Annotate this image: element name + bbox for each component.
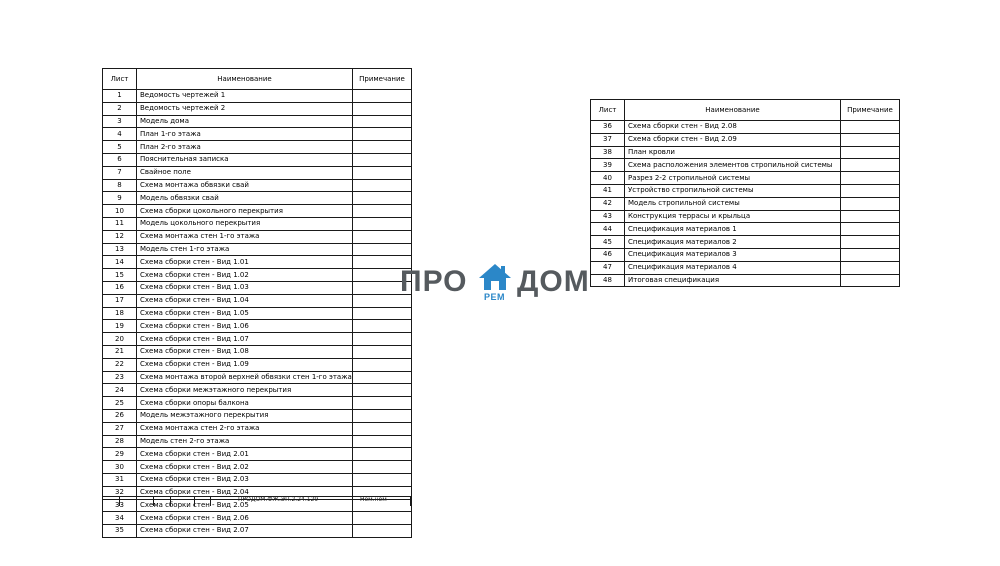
note-cell [353,128,412,141]
table-row [103,422,412,435]
note-cell [841,146,900,159]
drawings-list-table-right [590,99,900,287]
drawing-name-cell: План 1-го этажа [137,128,353,141]
sheet-number-cell: 20 [103,333,137,346]
logo-word-right: ДОМ [517,265,590,298]
sheet-number-cell: 16 [103,281,137,294]
drawing-name-cell: Схема сборки стен - Вид 2.05 [137,499,353,512]
note-cell [841,133,900,146]
note-cell [353,448,412,461]
sheet-number-cell: 15 [103,269,137,282]
drawing-name-cell: Пояснительная записка [137,153,353,166]
sheet-number-cell: 17 [103,294,137,307]
sheet-number-cell: 37 [591,133,625,146]
header-sheet: Лист [103,69,137,90]
table-row [591,210,900,223]
table-row [103,115,412,128]
header-name: Наименование [625,100,841,121]
sheet-number-cell: 34 [103,512,137,525]
note-cell [353,435,412,448]
table-row [591,248,900,261]
drawing-name-cell: Модель стен 1-го этажа [137,243,353,256]
drawing-name-cell: Схема сборки стен - Вид 2.04 [137,486,353,499]
table-row [591,159,900,172]
drawing-name-cell: Спецификация материалов 3 [625,248,841,261]
note-cell [841,210,900,223]
sheet-number-cell: 32 [103,486,137,499]
note-cell [353,102,412,115]
sheet-number-cell: 11 [103,217,137,230]
drawing-name-cell: Схема сборки стен - Вид 2.08 [625,121,841,134]
drawing-name-cell: Схема сборки стен - Вид 2.02 [137,461,353,474]
table-row [103,90,412,103]
logo-sub: РЕМ [484,292,506,302]
drawing-name-cell: Ведомость чертежей 1 [137,90,353,103]
sheet-number-cell: 39 [591,159,625,172]
table-body-right [591,121,900,287]
table-row [103,153,412,166]
table-row [103,205,412,218]
table-row [103,128,412,141]
note-cell [353,358,412,371]
drawing-name-cell: Модель стен 2-го этажа [137,435,353,448]
drawing-name-cell: Схема монтажа второй верхней обвязки стен 1-го этажа [137,371,353,384]
note-cell [841,121,900,134]
note-cell [353,205,412,218]
note-cell [353,409,412,422]
sheet-number-cell: 1 [103,90,137,103]
note-cell [353,525,412,538]
sheet-number-cell: 42 [591,197,625,210]
sheet-number-cell: 29 [103,448,137,461]
table-row [103,141,412,154]
sheet-number-cell: 2 [103,102,137,115]
sheet-number-cell: 48 [591,274,625,287]
table-row [103,192,412,205]
note-cell [841,261,900,274]
table-row [103,384,412,397]
drawing-name-cell: Модель цокольного перекрытия [137,217,353,230]
sheet-number-cell: 4 [103,128,137,141]
drawing-name-cell: Схема сборки стен - Вид 1.06 [137,320,353,333]
table-row [103,473,412,486]
sheet-number-cell: 27 [103,422,137,435]
sheet-number-cell: 7 [103,166,137,179]
sheet-number-cell: 21 [103,345,137,358]
stamp-note: Ном.ном [360,496,387,503]
table-row [591,172,900,185]
drawing-name-cell: Ведомость чертежей 2 [137,102,353,115]
drawing-name-cell: Схема сборки стен - Вид 1.01 [137,256,353,269]
note-cell [841,172,900,185]
table-row [103,320,412,333]
note-cell [841,159,900,172]
drawing-name-cell: План 2-го этажа [137,141,353,154]
table-row [103,230,412,243]
sheet-number-cell: 36 [591,121,625,134]
drawing-name-cell: Схема сборки стен - Вид 2.09 [625,133,841,146]
drawing-name-cell: Конструкция террасы и крыльца [625,210,841,223]
note-cell [353,153,412,166]
sheet-number-cell: 13 [103,243,137,256]
table-row [103,435,412,448]
drawing-name-cell: Разрез 2-2 стропильной системы [625,172,841,185]
note-cell [353,422,412,435]
note-cell [353,141,412,154]
note-cell [353,217,412,230]
drawing-name-cell: План кровли [625,146,841,159]
drawing-name-cell: Схема монтажа стен 1-го этажа [137,230,353,243]
note-cell [353,320,412,333]
header-sheet: Лист [591,100,625,121]
table-row [103,281,412,294]
drawing-name-cell: Схема сборки опоры балкона [137,397,353,410]
sheet-number-cell: 30 [103,461,137,474]
drawing-name-cell: Схема сборки цокольного перекрытия [137,205,353,218]
table-row [591,274,900,287]
table-row [103,409,412,422]
sheet-number-cell: 18 [103,307,137,320]
sheet-number-cell: 5 [103,141,137,154]
note-cell [353,461,412,474]
table-row [103,371,412,384]
note-cell [353,90,412,103]
note-cell [353,307,412,320]
drawing-name-cell: Устройство стропильной системы [625,184,841,197]
sheet-number-cell: 9 [103,192,137,205]
note-cell [841,236,900,249]
table-row [103,397,412,410]
drawing-name-cell: Схема расположения элементов стропильной системы [625,159,841,172]
sheet-number-cell: 10 [103,205,137,218]
note-cell [353,333,412,346]
drawings-list-table-left [102,68,412,538]
drawing-name-cell: Спецификация материалов 1 [625,223,841,236]
drawing-name-cell: Схема сборки стен - Вид 1.05 [137,307,353,320]
sheet-number-cell: 25 [103,397,137,410]
drawing-name-cell: Модель межэтажного перекрытия [137,409,353,422]
table-row [591,121,900,134]
sheet-number-cell: 6 [103,153,137,166]
note-cell [353,230,412,243]
table-header-row [103,69,412,90]
table-row [103,512,412,525]
note-cell [353,243,412,256]
sheet-number-cell: 14 [103,256,137,269]
drawing-name-cell: Модель стропильной системы [625,197,841,210]
drawing-name-cell: Схема сборки стен - Вид 1.04 [137,294,353,307]
drawing-name-cell: Схема сборки стен - Вид 2.07 [137,525,353,538]
header-note: Примечание [353,69,412,90]
sheet-number-cell: 43 [591,210,625,223]
note-cell [841,223,900,236]
prodom-logo [400,262,600,306]
sheet-number-cell: 31 [103,473,137,486]
sheet-number-cell: 26 [103,409,137,422]
drawing-name-cell: Модель дома [137,115,353,128]
table-row [103,102,412,115]
table-body-left [103,90,412,538]
drawing-name-cell: Схема сборки стен - Вид 2.01 [137,448,353,461]
table-row [591,223,900,236]
sheet-number-cell: 45 [591,236,625,249]
sheet-number-cell: 35 [103,525,137,538]
stamp-code: ПРОДОМ.ФЖ.ЭП.2.24.129 [238,496,319,503]
sheet-number-cell: 24 [103,384,137,397]
note-cell [841,197,900,210]
table-row [103,345,412,358]
house-icon [477,262,513,296]
table-row [591,197,900,210]
logo-word-left: ПРО [400,265,468,298]
sheet-number-cell: 47 [591,261,625,274]
drawing-name-cell: Спецификация материалов 2 [625,236,841,249]
table-row [103,448,412,461]
sheet-number-cell: 38 [591,146,625,159]
sheet-number-cell: 12 [103,230,137,243]
table-row [103,179,412,192]
table-row [103,461,412,474]
drawing-name-cell: Модель обвязки свай [137,192,353,205]
drawing-name-cell: Схема сборки стен - Вид 1.03 [137,281,353,294]
table-row [103,269,412,282]
drawing-name-cell: Схема сборки стен - Вид 1.08 [137,345,353,358]
table-row [103,166,412,179]
table-header-row [591,100,900,121]
sheet-number-cell: 8 [103,179,137,192]
note-cell [841,248,900,261]
drawing-name-cell: Схема монтажа обвязки свай [137,179,353,192]
drawing-name-cell: Схема монтажа стен 2-го этажа [137,422,353,435]
note-cell [353,192,412,205]
table-row [591,133,900,146]
header-note: Примечание [841,100,900,121]
note-cell [353,371,412,384]
drawing-name-cell: Схема сборки стен - Вид 1.07 [137,333,353,346]
table-row [103,217,412,230]
table-row [103,256,412,269]
note-cell [841,274,900,287]
sheet-number-cell: 23 [103,371,137,384]
note-cell [841,184,900,197]
note-cell [353,179,412,192]
drawing-name-cell: Схема сборки стен - Вид 1.02 [137,269,353,282]
table-row [103,243,412,256]
sheet-number-cell: 28 [103,435,137,448]
sheet-number-cell: 44 [591,223,625,236]
note-cell [353,397,412,410]
title-block-stamp [102,496,411,506]
note-cell [353,384,412,397]
sheet-number-cell: 33 [103,499,137,512]
note-cell [353,345,412,358]
drawing-name-cell: Схема сборки стен - Вид 2.03 [137,473,353,486]
sheet-number-cell: 3 [103,115,137,128]
table-row [103,525,412,538]
table-row [103,333,412,346]
drawing-name-cell: Схема сборки стен - Вид 2.06 [137,512,353,525]
sheet-number-cell: 40 [591,172,625,185]
table-row [103,307,412,320]
note-cell [353,115,412,128]
table-row [591,146,900,159]
table-row [591,184,900,197]
sheet-number-cell: 46 [591,248,625,261]
sheet-number-cell: 22 [103,358,137,371]
header-name: Наименование [137,69,353,90]
sheet-number-cell: 19 [103,320,137,333]
drawing-name-cell: Итоговая спецификация [625,274,841,287]
drawing-name-cell: Свайное поле [137,166,353,179]
table-row [591,236,900,249]
table-row [103,294,412,307]
drawing-name-cell: Спецификация материалов 4 [625,261,841,274]
drawing-name-cell: Схема сборки стен - Вид 1.09 [137,358,353,371]
note-cell [353,512,412,525]
sheet-number-cell: 41 [591,184,625,197]
note-cell [353,473,412,486]
table-row [591,261,900,274]
table-row [103,358,412,371]
note-cell [353,166,412,179]
drawing-name-cell: Схема сборки межэтажного перекрытия [137,384,353,397]
